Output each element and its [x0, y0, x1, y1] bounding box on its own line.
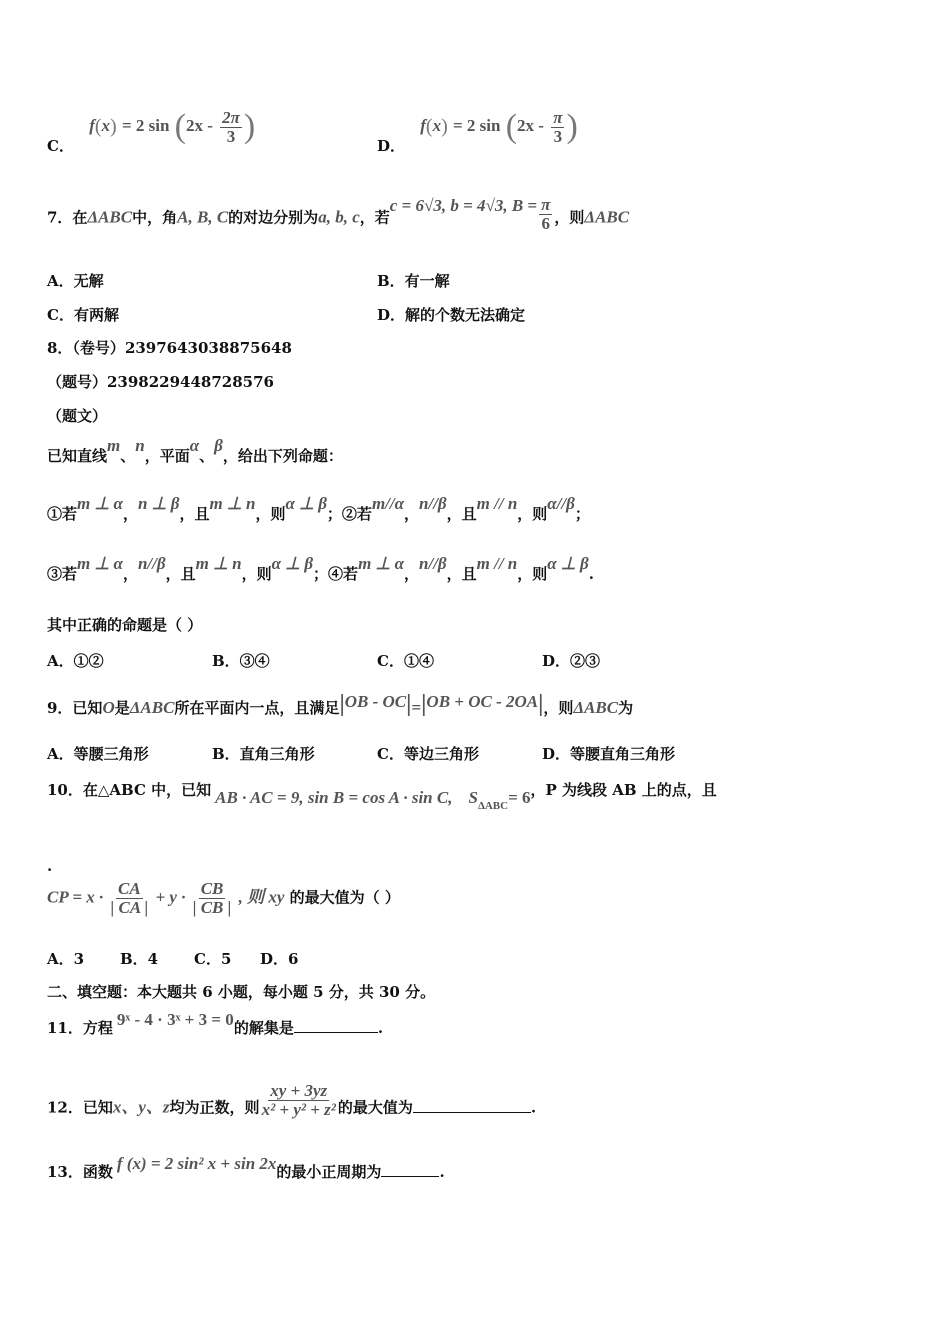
math-arg: 2x -: [185, 116, 213, 135]
q8-juanhao: 8．（卷号）2397643038875648: [47, 339, 292, 357]
option-10c: C．5: [194, 950, 232, 968]
q8-ask: 其中正确的命题是（ ）: [47, 616, 203, 634]
fraction-cb: $\frac{CB}{| CB |}$: [192, 879, 232, 917]
math-f: f: [89, 116, 95, 135]
paren-right: ): [441, 115, 448, 138]
q8-line3: ③若m ⊥ α，n//β，且m ⊥ n，则α ⊥ β；④若m ⊥ α，n//β，且m // n，则α ⊥ β.: [47, 554, 594, 583]
abs-bar: |: [339, 691, 345, 717]
big-paren-left: (: [174, 108, 186, 145]
paren-right: ): [110, 115, 117, 138]
q8-line1: 已知直线m、n，平面α、β，给出下列命题：: [47, 436, 343, 465]
abs-bar: |: [538, 691, 544, 717]
option-8c: C．①④: [377, 652, 434, 670]
q10-dot: .: [47, 857, 53, 875]
option-7a: A．无解: [47, 272, 104, 290]
paren-left: (: [94, 115, 102, 138]
option-8d: D．②③: [542, 652, 601, 670]
big-paren-right: ): [243, 108, 256, 145]
option-6c: [47, 107, 256, 155]
option-9c: C．等边三角形: [377, 745, 479, 763]
math-eq: = 2 sin: [121, 116, 170, 135]
fraction-q12: $\frac{xy + 3yz}{\text{x² + y² + z²}}$: [261, 1081, 336, 1119]
abs-bar: |: [406, 691, 412, 717]
option-8b: B．③④: [212, 652, 270, 670]
math-eq: = 2 sin: [453, 116, 501, 135]
option-10b: B．4: [120, 950, 159, 968]
question-9: 9．已知O是ΔABC所在平面内一点，且满足|OB - OC|=|OB + OC - 2OA|，则ΔABC为: [47, 691, 634, 717]
answer-blank[interactable]: [381, 1162, 439, 1177]
fraction-pi-6: $\frac{\pi}{6}$: [541, 195, 551, 233]
option-7d: D．解的个数无法确定: [377, 306, 526, 324]
option-9a: A．等腰三角形: [47, 745, 149, 763]
answer-blank[interactable]: [413, 1098, 531, 1113]
answer-blank[interactable]: [294, 1018, 378, 1033]
question-11: 11．方程 9ˣ - 4 · 3ˣ + 3 = 0的解集是 .: [47, 1010, 384, 1037]
big-paren-right: ): [566, 108, 578, 145]
option-label: D．: [377, 137, 406, 155]
math-arg: 2x -: [517, 116, 544, 135]
question-13: 13．函数 f (x) = 2 sin² x + sin 2x的最小正周期为 .: [47, 1154, 445, 1181]
q8-line2: ①若m ⊥ α，n ⊥ β，且m ⊥ n，则α ⊥ β；②若m//α，n//β，且m // n，则α//β；: [47, 494, 590, 523]
option-8a: A．①②: [47, 652, 104, 670]
option-label: C．: [47, 137, 74, 155]
fraction: $\frac{\pi}{3}$: [553, 107, 563, 146]
question-10: 10．在△ABC 中，已知 AB · AC = 9, sin B = cos A · sin C, $S_{\Delta ABC}= 6$，P 为线段 AB 上的点，且: [47, 781, 717, 812]
option-9d: D．等腰直角三角形: [542, 745, 676, 763]
question-12: 12．已知x、y、z均为正数，则 $\frac{xy + 3yz}{\text{x² + y² + z²}}$ 的最大值为 .: [47, 1081, 537, 1119]
fraction: $\frac{2\pi}{3}$: [222, 107, 240, 146]
section-2-heading: 二、填空题：本大题共 6 小题，每小题 5 分，共 30 分。: [47, 983, 436, 1001]
big-paren-left: (: [505, 108, 518, 145]
option-10a: A．3: [47, 950, 85, 968]
option-7c: C．有两解: [47, 306, 119, 324]
fraction-ca: $\frac{CA}{| CA |}$: [110, 879, 149, 917]
option-6d: [377, 107, 578, 155]
math-f: f: [420, 116, 426, 135]
option-9b: B．直角三角形: [212, 745, 315, 763]
q8-tiwen: （题文）: [47, 407, 108, 425]
q8-tihao: （题号）2398229448728576: [47, 373, 274, 391]
math-x: x: [432, 116, 442, 135]
question-7: 7．在ΔABC中，角A, B, C的对边分别为a, b, c，若c = 6√3, b = 4√3, B = $\frac{\pi}{6}$ ，则ΔABC: [47, 195, 630, 233]
option-10d: D．6: [260, 950, 299, 968]
paren-left: (: [425, 115, 433, 138]
option-7b: B．有一解: [377, 272, 450, 290]
abs-bar: |: [421, 691, 427, 717]
q10-formula: CP = x · $\frac{CA}{| CA |}$ + y · $\frac{CB}{| CB |}$ , 则 xy 的最大值为（ ）: [47, 879, 400, 917]
math-x: x: [101, 116, 111, 135]
